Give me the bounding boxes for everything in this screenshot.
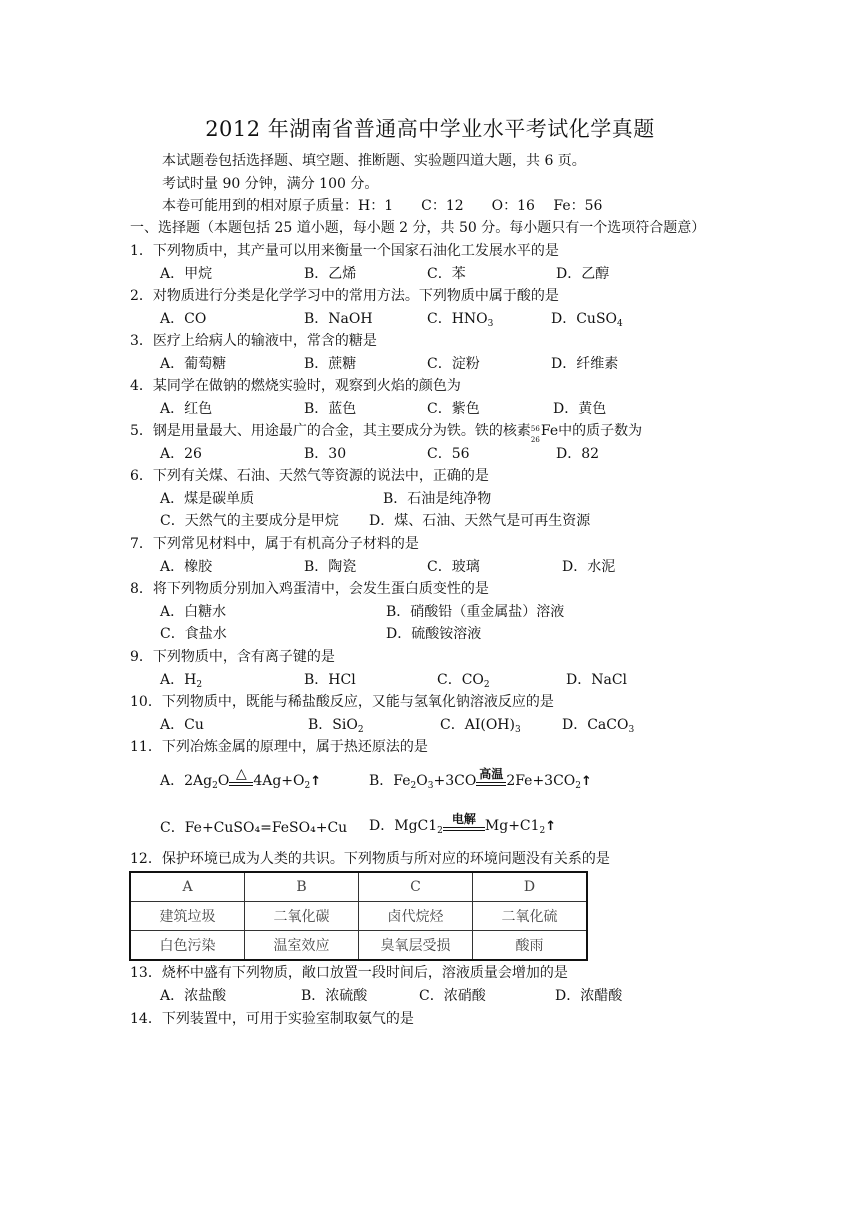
q9-option-a: A．$H_2$	[160, 672, 203, 690]
table-cell: 卤代烷烃	[359, 902, 473, 931]
q10-option-a: A．Cu	[160, 717, 204, 733]
q6-option-c: C．天然气的主要成分是甲烷	[160, 513, 339, 529]
q4-option-b: B．蓝色	[304, 401, 357, 417]
table-header: C	[359, 872, 473, 902]
q4-option-a: A．红色	[160, 401, 213, 417]
q1-option-b: B．乙烯	[304, 266, 357, 282]
q7-option-d: D．水泥	[562, 559, 616, 575]
q11-stem: 11．下列冶炼金属的原理中，属于热还原法的是	[130, 739, 428, 755]
q13-option-b: B．浓硫酸	[301, 988, 368, 1004]
table-header: B	[245, 872, 359, 902]
q6-option-a: A．煤是碳单质	[160, 491, 255, 507]
q11-option-b: B．$Fe_2O_3+3CO$ 高温 $2Fe+3CO_2↑$	[369, 767, 592, 791]
table-header: A	[130, 872, 245, 902]
q8-option-d: D．硫酸铵溶液	[386, 626, 482, 642]
gas-arrow-icon: ↑	[545, 819, 557, 834]
q2-option-b: B．NaOH	[304, 311, 373, 327]
q8-option-c: C．食盐水	[160, 626, 227, 642]
heat-condition-sign: △	[229, 768, 253, 791]
q9-stem: 9．下列物质中，含有离子键的是	[130, 649, 335, 665]
q1-option-d: D．乙醇	[556, 266, 610, 282]
intro-line-1: 本试题卷包括选择题、填空题、推断题、实验题四道大题，共 6 页。	[162, 153, 586, 169]
q6-stem: 6．下列有关煤、石油、天然气等资源的说法中，正确的是	[130, 468, 489, 484]
page-title: 2012 年湖南省普通高中学业水平考试化学真题	[205, 117, 655, 141]
q4-option-d: D．黄色	[553, 401, 607, 417]
q13-stem: 13．烧杯中盛有下列物质，敞口放置一段时间后，溶液质量会增加的是	[130, 965, 568, 981]
q2-option-d: D．CuSO$_4$	[551, 311, 623, 329]
q11-option-a: A．$2Ag_2O$ △ $4Ag+O_2↑$	[160, 766, 322, 791]
q13-option-d: D．浓醋酸	[555, 988, 623, 1004]
q3-option-d: D．纤维素	[551, 356, 619, 372]
q13-option-a: A．浓盐酸	[160, 988, 227, 1004]
q1-option-c: C．苯	[427, 266, 466, 282]
high-temp-condition: 高温	[476, 768, 506, 791]
table-header: D	[473, 872, 588, 902]
q9-option-c: C．$CO_2$	[437, 672, 490, 690]
q5-option-d: D．82	[556, 446, 600, 462]
q9-option-d: D．NaCl	[566, 672, 628, 688]
q14-stem: 14．下列装置中，可用于实验室制取氨气的是	[130, 1011, 414, 1027]
q1-option-a: A．甲烷	[160, 266, 213, 282]
q8-option-b: B．硝酸铅（重金属盐）溶液	[386, 604, 565, 620]
q10-stem: 10．下列物质中，既能与稀盐酸反应，又能与氢氧化钠溶液反应的是	[130, 694, 554, 710]
q8-stem: 8．将下列物质分别加入鸡蛋清中，会发生蛋白质变性的是	[130, 581, 489, 597]
fe-nuclide-notation: 56 26	[530, 425, 540, 444]
table-row	[130, 902, 587, 931]
q1-stem: 1．下列物质中，其产量可以用来衡量一个国家石油化工发展水平的是	[130, 243, 559, 259]
section-heading: 一、选择题（本题包括 25 道小题，每小题 2 分，共 50 分。每小题只有一个选项符合题意）	[130, 220, 706, 236]
q7-option-c: C．玻璃	[427, 559, 480, 575]
table-cell: 酸雨	[473, 931, 588, 961]
q11-option-d: D．$MgC1_2$ 电解 $Mg+C1_2↑$	[369, 812, 557, 836]
q13-option-c: C．浓硝酸	[419, 988, 486, 1004]
q8-option-a: A．白糖水	[160, 604, 227, 620]
q4-option-c: C．紫色	[427, 401, 480, 417]
q10-option-b: B．SiO$_2$	[308, 717, 364, 735]
q3-option-c: C．淀粉	[427, 356, 480, 372]
q6-option-b: B．石油是纯净物	[383, 491, 492, 507]
q3-option-b: B．蔗糖	[304, 356, 357, 372]
table-row	[130, 931, 587, 961]
gas-arrow-icon: ↑	[310, 774, 322, 789]
q5-option-a: A．26	[160, 446, 202, 462]
q5-option-c: C．56	[427, 446, 470, 462]
q5-stem: 5．钢是用量最大、用途最广的合金，其主要成分为铁。铁的核素 56 26 Fe中的质子数为	[130, 423, 643, 444]
table-header-row	[130, 872, 587, 902]
table-cell: 臭氧层受损	[359, 931, 473, 961]
q12-stem: 12．保护环境已成为人类的共识。下列物质与所对应的环境问题没有关系的是	[130, 851, 610, 867]
q6-option-d: D．煤、石油、天然气是可再生资源	[369, 513, 591, 529]
q5-option-b: B．30	[304, 446, 347, 462]
table-cell: 建筑垃圾	[130, 902, 245, 931]
q9-option-b: B．HCl	[304, 672, 356, 688]
q11-option-c: C．Fe+CuSO₄=FeSO₄+Cu	[160, 820, 348, 836]
q3-stem: 3．医疗上给病人的输液中，常含的糖是	[130, 333, 377, 349]
q10-option-d: D．CaCO$_3$	[562, 717, 635, 735]
q2-option-a: A．CO	[160, 311, 207, 327]
electrolysis-condition: 电解	[443, 813, 485, 836]
q2-stem: 2．对物质进行分类是化学学习中的常用方法。下列物质中属于酸的是	[130, 288, 559, 304]
table-cell: 温室效应	[245, 931, 359, 961]
q10-option-c: C．$AI(OH)_3$	[440, 717, 521, 735]
q7-stem: 7．下列常见材料中，属于有机高分子材料的是	[130, 536, 419, 552]
q7-option-b: B．陶瓷	[304, 559, 357, 575]
q7-option-a: A．橡胶	[160, 559, 213, 575]
q3-option-a: A．葡萄糖	[160, 356, 227, 372]
q4-stem: 4．某同学在做钠的燃烧实验时，观察到火焰的颜色为	[130, 378, 461, 394]
q2-option-c: C．$HNO_3$	[427, 311, 494, 329]
table-cell: 二氧化碳	[245, 902, 359, 931]
table-cell: 二氧化硫	[473, 902, 588, 931]
environment-table	[129, 871, 588, 961]
table-cell: 白色污染	[130, 931, 245, 961]
intro-line-2: 考试时量 90 分钟，满分 100 分。	[162, 176, 379, 192]
gas-arrow-icon: ↑	[581, 774, 592, 789]
intro-line-3: 本卷可能用到的相对原子质量：H：1 C：12 O：16 Fe：56	[162, 198, 603, 214]
